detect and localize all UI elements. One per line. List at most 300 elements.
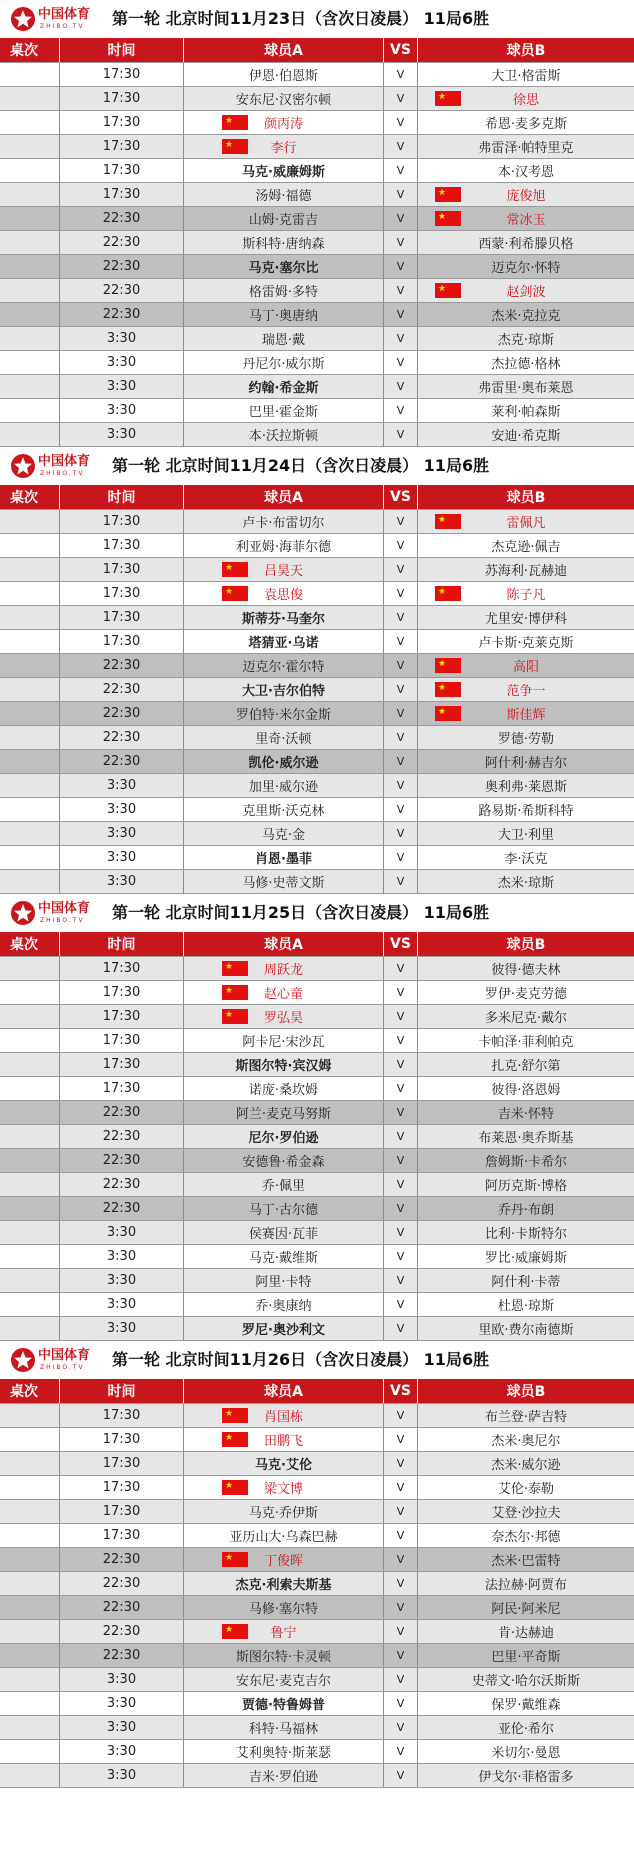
match-time: 3:30 — [60, 870, 184, 893]
player-b-cell — [418, 87, 634, 110]
logo-text: 中国体育 — [38, 7, 91, 22]
china-flag-icon — [435, 658, 461, 673]
china-flag-icon — [222, 115, 248, 130]
player-b-cell — [418, 423, 634, 446]
match-time: 22:30 — [60, 1596, 184, 1619]
match-time: 17:30 — [60, 534, 184, 557]
player-a-name: 约翰·希金斯 — [248, 381, 319, 396]
vs-mark: V — [384, 1173, 418, 1196]
column-header-time: 时间 — [60, 1379, 184, 1403]
player-a-name: 马克·戴维斯 — [248, 1251, 319, 1266]
column-header-player-b: 球员B — [506, 43, 546, 59]
column-header-vs: VS — [384, 485, 418, 509]
brand-logo — [10, 900, 102, 926]
player-a-name: 马修·史蒂文斯 — [242, 876, 325, 891]
table-number-cell — [0, 1293, 60, 1316]
player-b-name: 布莱恩·奥乔斯基 — [478, 1131, 574, 1146]
player-b-cell — [418, 1221, 634, 1244]
column-header-table: 桌次 — [0, 485, 60, 509]
vs-mark: V — [384, 1596, 418, 1619]
table-number-cell — [0, 1500, 60, 1523]
flag-star-icon: ★ — [225, 962, 234, 972]
player-b-cell — [418, 231, 634, 254]
logo-star-icon — [10, 900, 36, 926]
player-a-name: 马丁·奥唐纳 — [248, 309, 319, 324]
match-row — [0, 231, 634, 255]
player-b-name: 罗伊·麦克劳德 — [484, 987, 568, 1002]
table-number-cell — [0, 1173, 60, 1196]
match-time: 22:30 — [60, 702, 184, 725]
player-a-cell — [184, 1404, 384, 1427]
player-a-name: 马克·金 — [261, 828, 306, 843]
player-b-cell — [418, 351, 634, 374]
table-number-cell — [0, 534, 60, 557]
player-a-cell — [184, 183, 384, 206]
player-a-name: 肖国栋 — [263, 1410, 303, 1425]
table-number-cell — [0, 750, 60, 773]
player-b-name: 保罗·戴维森 — [491, 1698, 561, 1713]
china-flag-icon — [222, 1552, 248, 1567]
match-time: 3:30 — [60, 1764, 184, 1787]
section-header — [0, 0, 634, 38]
column-header-player-a: 球员A — [184, 1379, 384, 1403]
vs-mark: V — [384, 1077, 418, 1100]
match-time: 22:30 — [60, 1173, 184, 1196]
vs-mark: V — [384, 1269, 418, 1292]
table-number-cell — [0, 582, 60, 605]
match-row — [0, 1269, 634, 1293]
player-a-name: 斯图尔特·卡灵顿 — [235, 1650, 332, 1665]
column-header-time: 时间 — [60, 485, 184, 509]
player-a-cell — [184, 558, 384, 581]
vs-mark: V — [384, 279, 418, 302]
match-time: 17:30 — [60, 1452, 184, 1475]
match-row — [0, 183, 634, 207]
player-a-name: 斯科特·唐纳森 — [242, 237, 325, 252]
section-title: 第一轮 北京时间11月24日（含次日凌晨） 11局6胜 — [112, 456, 490, 475]
china-flag-icon — [435, 682, 461, 697]
vs-mark: V — [384, 1692, 418, 1715]
table-number-cell — [0, 774, 60, 797]
player-b-name: 苏海利·瓦赫迪 — [484, 564, 568, 579]
match-time: 22:30 — [60, 1548, 184, 1571]
match-time: 3:30 — [60, 375, 184, 398]
flag-star-icon: ★ — [438, 188, 447, 198]
table-number-cell — [0, 1125, 60, 1148]
vs-mark: V — [384, 1293, 418, 1316]
table-number-cell — [0, 423, 60, 446]
china-flag-icon — [435, 283, 461, 298]
table-number-cell — [0, 1644, 60, 1667]
table-number-cell — [0, 654, 60, 677]
match-row — [0, 1245, 634, 1269]
flag-star-icon: ★ — [438, 587, 447, 597]
match-row — [0, 1149, 634, 1173]
player-a-cell — [184, 1692, 384, 1715]
player-b-cell — [418, 1317, 634, 1340]
player-b-cell — [418, 534, 634, 557]
table-number-cell — [0, 726, 60, 749]
player-a-name: 斯图尔特·宾汉姆 — [235, 1059, 332, 1074]
player-a-cell — [184, 1428, 384, 1451]
vs-mark: V — [384, 1668, 418, 1691]
player-a-name: 尼尔·罗伯逊 — [248, 1131, 319, 1146]
player-b-cell — [418, 279, 634, 302]
player-a-cell — [184, 1029, 384, 1052]
player-b-name: 杜恩·琼斯 — [497, 1299, 555, 1314]
match-row — [0, 63, 634, 87]
vs-mark: V — [384, 678, 418, 701]
player-a-cell — [184, 1293, 384, 1316]
match-row — [0, 279, 634, 303]
table-number-cell — [0, 606, 60, 629]
match-row — [0, 1500, 634, 1524]
player-a-name: 马克·塞尔比 — [248, 261, 319, 276]
table-header-row — [0, 932, 634, 957]
player-a-name: 肖恩·墨菲 — [255, 852, 312, 867]
match-time: 22:30 — [60, 207, 184, 230]
china-flag-icon — [222, 961, 248, 976]
logo-subtext: ZHIBO.TV — [40, 917, 85, 924]
player-a-name: 丁俊晖 — [263, 1554, 303, 1569]
player-a-name: 亚历山大·乌森巴赫 — [229, 1530, 338, 1545]
flag-star-icon: ★ — [225, 563, 234, 573]
match-row — [0, 510, 634, 534]
column-header-player-a: 球员A — [184, 38, 384, 62]
player-b-name: 罗德·劳勒 — [497, 732, 555, 747]
match-time: 3:30 — [60, 822, 184, 845]
match-row — [0, 1692, 634, 1716]
match-row — [0, 822, 634, 846]
player-a-cell — [184, 1548, 384, 1571]
match-row — [0, 981, 634, 1005]
match-time: 17:30 — [60, 1077, 184, 1100]
column-header-vs: VS — [384, 932, 418, 956]
player-a-cell — [184, 207, 384, 230]
flag-star-icon: ★ — [438, 659, 447, 669]
vs-mark: V — [384, 1740, 418, 1763]
match-row — [0, 750, 634, 774]
player-a-name: 田鹏飞 — [263, 1434, 303, 1449]
china-flag-icon — [222, 985, 248, 1000]
match-time: 17:30 — [60, 1005, 184, 1028]
match-row — [0, 1173, 634, 1197]
player-b-name: 常冰玉 — [506, 213, 546, 228]
match-row — [0, 159, 634, 183]
player-a-name: 罗伯特·米尔金斯 — [235, 708, 332, 723]
player-b-name: 陈子凡 — [506, 588, 546, 603]
player-b-cell — [418, 159, 634, 182]
table-number-cell — [0, 558, 60, 581]
vs-mark: V — [384, 630, 418, 653]
player-b-name: 法拉赫·阿贾布 — [484, 1578, 568, 1593]
player-b-name: 杰克·琼斯 — [497, 333, 555, 348]
player-b-name: 李·沃克 — [504, 852, 548, 867]
player-b-name: 阿什利·卡蒂 — [491, 1275, 561, 1290]
player-a-name: 梁文博 — [263, 1482, 303, 1497]
vs-mark: V — [384, 1476, 418, 1499]
player-a-name: 斯蒂芬·马奎尔 — [242, 612, 325, 627]
player-a-cell — [184, 822, 384, 845]
player-a-name: 贾德·特鲁姆普 — [242, 1698, 325, 1713]
player-a-name: 阿卡尼·宋沙瓦 — [242, 1035, 325, 1050]
player-a-cell — [184, 1149, 384, 1172]
player-b-name: 雷佩凡 — [506, 516, 546, 531]
player-b-cell — [418, 1500, 634, 1523]
player-a-cell — [184, 1077, 384, 1100]
player-a-cell — [184, 1269, 384, 1292]
table-header-row — [0, 38, 634, 63]
match-time: 17:30 — [60, 1476, 184, 1499]
table-number-cell — [0, 822, 60, 845]
table-number-cell — [0, 63, 60, 86]
player-b-name: 杰克逊·佩吉 — [491, 540, 561, 555]
player-a-name: 汤姆·福德 — [255, 189, 312, 204]
flag-star-icon: ★ — [225, 587, 234, 597]
match-time: 3:30 — [60, 1269, 184, 1292]
player-a-cell — [184, 1125, 384, 1148]
vs-mark: V — [384, 582, 418, 605]
player-a-cell — [184, 303, 384, 326]
match-row — [0, 1221, 634, 1245]
section-header — [0, 894, 634, 932]
column-header-player-b: 球员B — [506, 1384, 546, 1400]
vs-mark: V — [384, 375, 418, 398]
player-b-cell — [418, 510, 634, 533]
column-header-table: 桌次 — [0, 932, 60, 956]
table-number-cell — [0, 1452, 60, 1475]
player-a-cell — [184, 1101, 384, 1124]
player-b-name: 阿历克斯·博格 — [484, 1179, 568, 1194]
player-b-name: 艾伦·泰勒 — [497, 1482, 555, 1497]
match-row — [0, 1716, 634, 1740]
flag-star-icon: ★ — [438, 212, 447, 222]
match-time: 22:30 — [60, 1644, 184, 1667]
column-header-time: 时间 — [60, 932, 184, 956]
vs-mark: V — [384, 981, 418, 1004]
match-time: 3:30 — [60, 846, 184, 869]
table-number-cell — [0, 1005, 60, 1028]
table-number-cell — [0, 1149, 60, 1172]
column-header-vs: VS — [384, 1379, 418, 1403]
player-a-cell — [184, 1221, 384, 1244]
player-a-cell — [184, 798, 384, 821]
vs-mark: V — [384, 1005, 418, 1028]
match-time: 22:30 — [60, 1620, 184, 1643]
table-number-cell — [0, 510, 60, 533]
match-time: 17:30 — [60, 1500, 184, 1523]
match-row — [0, 1596, 634, 1620]
match-row — [0, 1005, 634, 1029]
table-number-cell — [0, 1548, 60, 1571]
table-number-cell — [0, 798, 60, 821]
player-a-cell — [184, 1053, 384, 1076]
match-row — [0, 1572, 634, 1596]
match-row — [0, 1293, 634, 1317]
vs-mark: V — [384, 183, 418, 206]
player-b-name: 阿什利·赫吉尔 — [484, 756, 568, 771]
player-b-name: 杰米·巴雷特 — [491, 1554, 561, 1569]
player-b-cell — [418, 255, 634, 278]
player-a-cell — [184, 1452, 384, 1475]
table-number-cell — [0, 1221, 60, 1244]
match-row — [0, 135, 634, 159]
section-header — [0, 1341, 634, 1379]
player-a-name: 安德鲁·希金森 — [242, 1155, 325, 1170]
vs-mark: V — [384, 774, 418, 797]
vs-mark: V — [384, 1053, 418, 1076]
vs-mark: V — [384, 1101, 418, 1124]
match-row — [0, 1620, 634, 1644]
player-a-cell — [184, 399, 384, 422]
player-b-name: 罗比·威廉姆斯 — [484, 1251, 568, 1266]
vs-mark: V — [384, 606, 418, 629]
match-time: 17:30 — [60, 159, 184, 182]
player-b-name: 杰米·克拉克 — [491, 309, 561, 324]
player-b-cell — [418, 774, 634, 797]
match-row — [0, 351, 634, 375]
match-row — [0, 654, 634, 678]
flag-star-icon: ★ — [225, 1409, 234, 1419]
player-a-cell — [184, 1572, 384, 1595]
vs-mark: V — [384, 534, 418, 557]
vs-mark: V — [384, 423, 418, 446]
china-flag-icon — [435, 91, 461, 106]
player-b-name: 杰拉德·格林 — [491, 357, 561, 372]
player-a-name: 罗弘昊 — [263, 1011, 303, 1026]
vs-mark: V — [384, 1149, 418, 1172]
match-row — [0, 957, 634, 981]
match-row — [0, 207, 634, 231]
match-row — [0, 726, 634, 750]
vs-mark: V — [384, 1029, 418, 1052]
player-b-cell — [418, 1548, 634, 1571]
vs-mark: V — [384, 1644, 418, 1667]
vs-mark: V — [384, 159, 418, 182]
match-time: 17:30 — [60, 606, 184, 629]
player-b-cell — [418, 702, 634, 725]
player-a-cell — [184, 1197, 384, 1220]
vs-mark: V — [384, 1548, 418, 1571]
logo-subtext: ZHIBO.TV — [40, 23, 85, 30]
player-b-cell — [418, 798, 634, 821]
table-number-cell — [0, 1404, 60, 1427]
table-number-cell — [0, 231, 60, 254]
match-row — [0, 798, 634, 822]
china-flag-icon — [222, 1480, 248, 1495]
logo-star-icon — [10, 453, 36, 479]
player-a-cell — [184, 423, 384, 446]
player-a-cell — [184, 1620, 384, 1643]
match-row — [0, 399, 634, 423]
vs-mark: V — [384, 399, 418, 422]
vs-mark: V — [384, 822, 418, 845]
vs-mark: V — [384, 1197, 418, 1220]
player-a-cell — [184, 135, 384, 158]
player-a-cell — [184, 774, 384, 797]
match-time: 3:30 — [60, 774, 184, 797]
match-time: 17:30 — [60, 1404, 184, 1427]
player-b-cell — [418, 63, 634, 86]
match-time: 22:30 — [60, 1125, 184, 1148]
vs-mark: V — [384, 726, 418, 749]
match-time: 17:30 — [60, 135, 184, 158]
match-time: 22:30 — [60, 255, 184, 278]
logo-star-icon — [10, 1347, 36, 1373]
table-number-cell — [0, 1053, 60, 1076]
logo-subtext: ZHIBO.TV — [40, 1364, 85, 1371]
player-a-cell — [184, 870, 384, 893]
flag-star-icon: ★ — [225, 1433, 234, 1443]
vs-mark: V — [384, 1620, 418, 1643]
player-b-name: 希恩·麦多克斯 — [484, 117, 568, 132]
vs-mark: V — [384, 957, 418, 980]
vs-mark: V — [384, 63, 418, 86]
player-a-name: 塔猜亚·乌诺 — [248, 636, 319, 651]
brand-logo — [10, 6, 102, 32]
player-b-cell — [418, 1077, 634, 1100]
vs-mark: V — [384, 255, 418, 278]
flag-star-icon: ★ — [225, 986, 234, 996]
table-number-cell — [0, 1716, 60, 1739]
player-b-cell — [418, 957, 634, 980]
match-row — [0, 630, 634, 654]
player-a-name: 马克·威廉姆斯 — [242, 165, 325, 180]
vs-mark: V — [384, 1572, 418, 1595]
player-a-cell — [184, 750, 384, 773]
table-number-cell — [0, 630, 60, 653]
column-header-table: 桌次 — [0, 38, 60, 62]
player-b-name: 巴里·平奇斯 — [491, 1650, 561, 1665]
player-b-cell — [418, 1524, 634, 1547]
player-a-name: 乔·奥康纳 — [255, 1299, 312, 1314]
column-header-time: 时间 — [60, 38, 184, 62]
flag-star-icon: ★ — [225, 1481, 234, 1491]
vs-mark: V — [384, 1764, 418, 1787]
table-number-cell — [0, 1245, 60, 1268]
player-a-cell — [184, 582, 384, 605]
table-number-cell — [0, 1692, 60, 1715]
flag-star-icon: ★ — [225, 140, 234, 150]
player-a-cell — [184, 1173, 384, 1196]
table-number-cell — [0, 981, 60, 1004]
player-b-name: 里欧·费尔南德斯 — [478, 1323, 574, 1338]
column-header-player-a: 球员A — [184, 932, 384, 956]
player-b-cell — [418, 1692, 634, 1715]
vs-mark: V — [384, 1245, 418, 1268]
table-number-cell — [0, 279, 60, 302]
player-b-cell — [418, 1716, 634, 1739]
flag-star-icon: ★ — [438, 92, 447, 102]
table-number-cell — [0, 1428, 60, 1451]
china-flag-icon — [222, 586, 248, 601]
match-time: 3:30 — [60, 327, 184, 350]
player-b-name: 乔丹·布朗 — [497, 1203, 555, 1218]
match-row — [0, 582, 634, 606]
player-b-name: 吉米·怀特 — [497, 1107, 555, 1122]
player-b-cell — [418, 726, 634, 749]
player-b-name: 詹姆斯·卡希尔 — [484, 1155, 568, 1170]
match-row — [0, 303, 634, 327]
player-b-name: 卢卡斯·克莱克斯 — [478, 636, 574, 651]
player-b-name: 卡帕泽·菲利帕克 — [478, 1035, 574, 1050]
player-a-name: 安东尼·汉密尔顿 — [235, 93, 332, 108]
match-row — [0, 1404, 634, 1428]
vs-mark: V — [384, 327, 418, 350]
player-b-cell — [418, 183, 634, 206]
player-a-cell — [184, 1740, 384, 1763]
player-a-name: 赵心童 — [263, 987, 303, 1002]
